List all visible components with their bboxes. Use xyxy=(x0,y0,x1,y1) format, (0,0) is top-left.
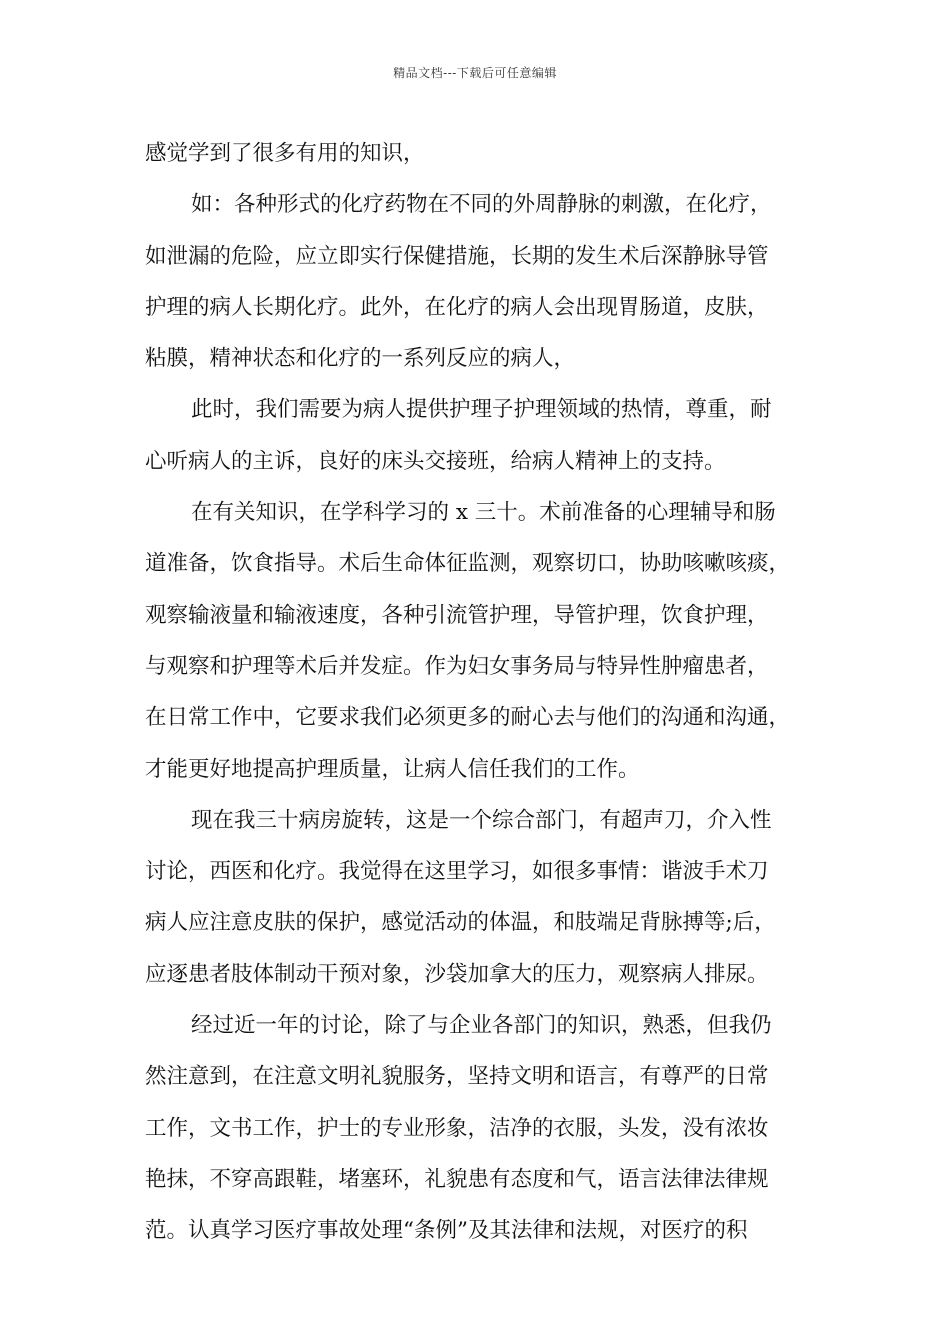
text-line: 然注意到，在注意文明礼貌服务，坚持文明和语言，有尊严的日常 xyxy=(145,1064,769,1090)
text-line: 才能更好地提高护理质量，让病人信任我们的工作。 xyxy=(145,756,640,782)
text-line: 观察输液量和输液速度，各种引流管护理，导管护理，饮食护理， xyxy=(145,602,769,628)
text-line: 如泄漏的危险，应立即实行保健措施，长期的发生术后深静脉导管 xyxy=(145,243,769,269)
text-line: 如：各种形式的化疗药物在不同的外周静脉的刺激，在化疗， xyxy=(191,192,772,218)
text-line: 道准备，饮食指导。术后生命体征监测，观察切口，协助咳嗽咳痰， xyxy=(145,551,791,577)
text-line: 工作，文书工作，护士的专业形象，洁净的衣服，头发，没有浓妆 xyxy=(145,1115,769,1141)
text-line: 粘膜，精神状态和化疗的一系列反应的病人， xyxy=(145,346,576,372)
text-line: 在日常工作中，它要求我们必须更多的耐心去与他们的沟通和沟通， xyxy=(145,705,791,731)
text-line: 现在我三十病房旋转，这是一个综合部门，有超声刀，介入性 xyxy=(191,807,772,833)
text-line: 病人应注意皮肤的保护，感觉活动的体温，和肢端足背脉搏等;后， xyxy=(145,910,776,936)
text-line: 此时，我们需要为病人提供护理子护理领域的热情，尊重，耐 xyxy=(191,397,772,423)
body-text xyxy=(145,128,835,1257)
text-line: 经过近一年的讨论，除了与企业各部门的知识，熟悉，但我仍 xyxy=(191,1013,772,1039)
page-header: 精品文档---下载后可任意编辑 xyxy=(393,66,557,80)
text-line: 在有关知识，在学科学习的 x 三十。术前准备的心理辅导和肠 xyxy=(191,500,776,526)
text-line: 护理的病人长期化疗。此外，在化疗的病人会出现胃肠道，皮肤， xyxy=(145,294,769,320)
text-line: 应逐患者肢体制动干预对象，沙袋加拿大的压力，观察病人排尿。 xyxy=(145,961,769,987)
text-line: 艳抹，不穿高跟鞋，堵塞环，礼貌患有态度和气，语言法律法律规 xyxy=(145,1166,769,1192)
text-line: 与观察和护理等术后并发症。作为妇女事务局与特异性肿瘤患者， xyxy=(145,653,769,679)
text-line: 范。认真学习医疗事故处理“条例”及其法律和法规，对医疗的积 xyxy=(145,1218,748,1244)
text-line: 讨论，西医和化疗。我觉得在这里学习，如很多事情：谐波手术刀 xyxy=(145,859,769,885)
text-line: 感觉学到了很多有用的知识， xyxy=(145,141,425,166)
text-line: 心听病人的主诉，良好的床头交接班，给病人精神上的支持。 xyxy=(145,448,726,474)
